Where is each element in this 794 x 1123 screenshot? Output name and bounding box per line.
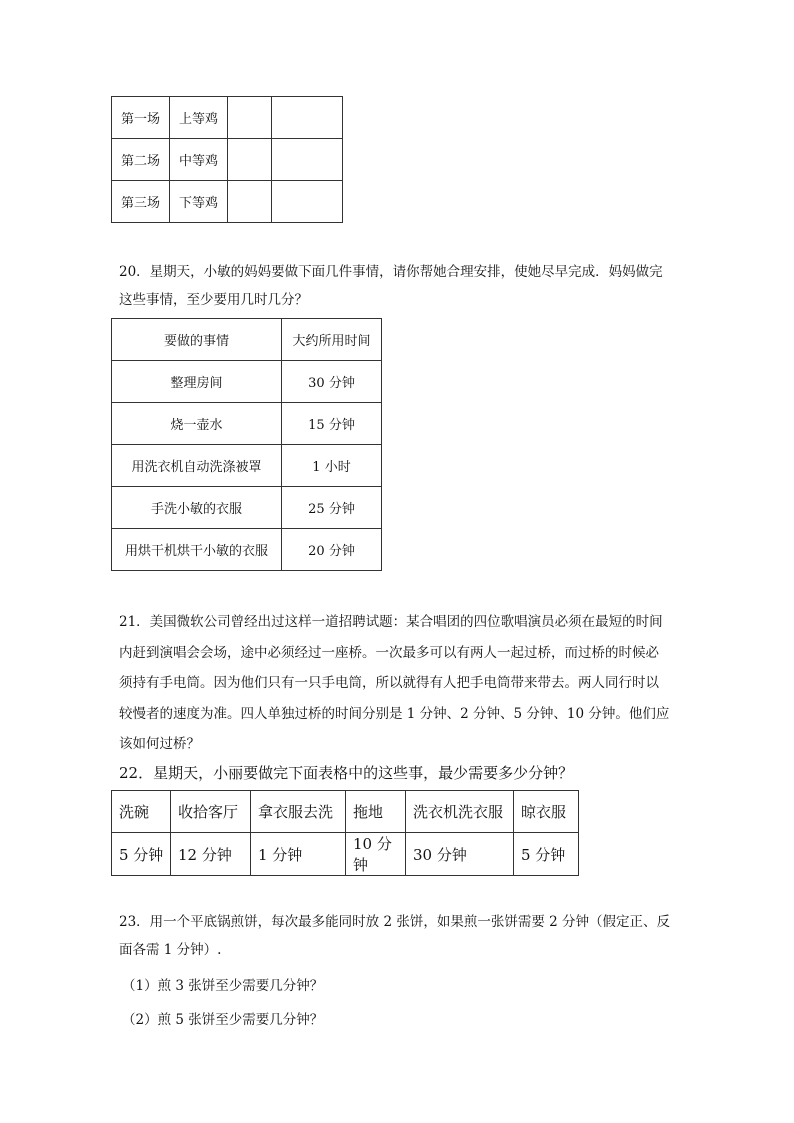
time-cell: 5 分钟 xyxy=(112,833,171,876)
table-row xyxy=(112,833,579,876)
table-cell xyxy=(272,139,343,181)
table-cell: 用烘干机烘干小敏的衣服 xyxy=(112,529,282,571)
table-cell: 上等鸡 xyxy=(170,97,228,139)
time-cell: 5 分钟 xyxy=(514,833,579,876)
table-row xyxy=(112,181,343,223)
question-text-line: 须持有手电筒。因为他们只有一只手电筒，所以就得有人把手电筒带来带去。两人同行时以 xyxy=(119,675,659,691)
table-cell: 15 分钟 xyxy=(282,403,382,445)
task-cell: 收拾客厅 xyxy=(171,791,251,833)
time-cell: 10 分钟 xyxy=(346,833,406,876)
table-row xyxy=(112,361,382,403)
table-row xyxy=(112,403,382,445)
table-cell: 第一场 xyxy=(112,97,170,139)
table-cell: 20 分钟 xyxy=(282,529,382,571)
question-20 xyxy=(119,258,679,314)
table-cell: 用洗衣机自动洗涤被罩 xyxy=(112,445,282,487)
table-row xyxy=(112,487,382,529)
question-text-line: 20．星期天，小敏的妈妈要做下面几件事情，请你帮她合理安排，使她尽早完成．妈妈做完 xyxy=(119,264,663,280)
table-cell: 下等鸡 xyxy=(170,181,228,223)
question-text-line: 该如何过桥？ xyxy=(119,736,200,752)
task-cell: 晾衣服 xyxy=(514,791,579,833)
table-cell: 1 小时 xyxy=(282,445,382,487)
question-text-line: 较慢者的速度为准。四人单独过桥的时间分别是 1 分钟、2 分钟、5 分钟、10 分钟。他们应 xyxy=(119,705,670,722)
table-cell xyxy=(228,181,272,223)
task-cell: 洗衣机洗衣服 xyxy=(406,791,514,833)
question-text-line: 面各需 1 分钟）. xyxy=(119,942,222,958)
chores-duration-table xyxy=(111,790,579,876)
question-text-line: 21．美国微软公司曾经出过这样一道招聘试题：某合唱团的四位歌唱演员必须在最短的时间 xyxy=(119,614,663,630)
time-cell: 1 分钟 xyxy=(251,833,346,876)
table-cell: 手洗小敏的衣服 xyxy=(112,487,282,529)
table-row xyxy=(112,139,343,181)
task-cell: 拿衣服去洗 xyxy=(251,791,346,833)
chicken-match-table xyxy=(111,96,343,223)
table-cell xyxy=(272,181,343,223)
sub-question-1: （1）煎 3 张饼至少需要几分钟？ xyxy=(122,978,324,994)
question-text-line: 23．用一个平底锅煎饼，每次最多能同时放 2 张饼，如果煎一张饼需要 2 分钟（假定正、反 xyxy=(119,914,671,930)
question-21 xyxy=(119,607,679,760)
table-cell: 整理房间 xyxy=(112,361,282,403)
task-cell: 拖地 xyxy=(346,791,406,833)
table-row xyxy=(112,529,382,571)
table-cell: 25 分钟 xyxy=(282,487,382,529)
sub-question-2: （2）煎 5 张饼至少需要几分钟？ xyxy=(122,1012,324,1028)
table-cell xyxy=(228,139,272,181)
time-cell: 30 分钟 xyxy=(406,833,514,876)
column-header: 要做的事情 xyxy=(112,319,282,361)
table-cell xyxy=(272,97,343,139)
table-cell: 烧一壶水 xyxy=(112,403,282,445)
chores-time-table xyxy=(111,318,382,571)
question-text-line: 内赶到演唱会会场，途中必须经过一座桥。一次最多可以有两人一起过桥，而过桥的时候必 xyxy=(119,644,659,661)
task-cell: 洗碗 xyxy=(112,791,171,833)
question-22: 22．星期天，小丽要做完下面表格中的这些事，最少需要多少分钟？ xyxy=(119,764,574,782)
question-23 xyxy=(119,908,679,964)
question-text-line: 这些事情，至少要用几时几分？ xyxy=(119,292,308,308)
table-cell: 30 分钟 xyxy=(282,361,382,403)
table-row xyxy=(112,791,579,833)
table-cell: 中等鸡 xyxy=(170,139,228,181)
column-header: 大约所用时间 xyxy=(282,319,382,361)
table-cell xyxy=(228,97,272,139)
table-cell: 第三场 xyxy=(112,181,170,223)
table-row xyxy=(112,97,343,139)
table-header-row xyxy=(112,319,382,361)
table-row xyxy=(112,445,382,487)
table-cell: 第二场 xyxy=(112,139,170,181)
time-cell: 12 分钟 xyxy=(171,833,251,876)
